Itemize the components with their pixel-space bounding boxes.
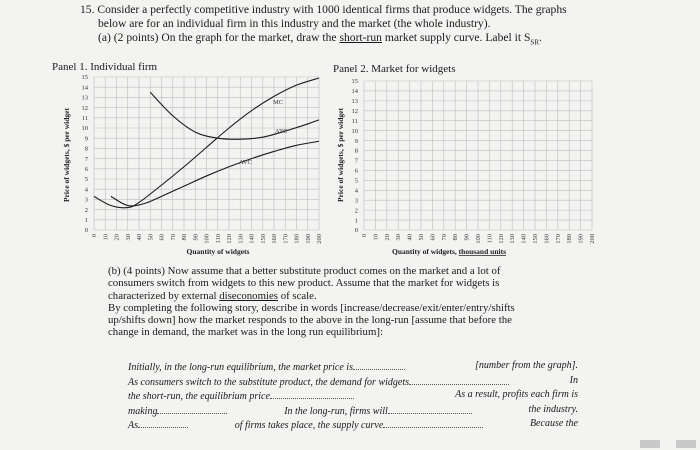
panel2-xtick-label: 150 — [532, 234, 539, 244]
question-intro-line2: below are for an individual firm in this industry and the market (the whole industry). — [98, 17, 491, 30]
panel2-chart — [352, 78, 597, 244]
panel1-xtick-label: 150 — [259, 234, 267, 244]
panel2-xtick-label: 190 — [577, 234, 585, 244]
blank-entry-exit[interactable] — [138, 418, 188, 428]
part-b-line3-prefix: characterized by external — [108, 289, 217, 302]
story-r5b: of firms takes place, the supply curve — [234, 420, 384, 431]
panel1-avc-curve — [111, 141, 319, 206]
panel2-xtick-label: 170 — [554, 234, 562, 244]
question-number: 15. — [80, 3, 95, 16]
panel2-ytick-label: 3 — [354, 197, 358, 205]
part-b-line1: (b) (4 points) Now assume that a better substitute product comes on the market and a lot of — [108, 265, 501, 277]
panel1-xtick-label: 40 — [136, 234, 143, 241]
part-b-line2: consumers switch from widgets to this new product. Assume that the market for widgets is — [108, 277, 500, 290]
panel1-ytick-label: 4 — [84, 186, 88, 194]
panel1-xtick-label: 160 — [271, 234, 278, 244]
part-b-line3 — [108, 290, 578, 302]
panel2-xtick-label: 200 — [589, 234, 596, 244]
panel2-ytick-label: 14 — [351, 88, 358, 96]
story-r5c: Because the — [529, 418, 578, 429]
story-row-4 — [128, 404, 578, 419]
blank-sr-price[interactable] — [270, 389, 354, 399]
part-a-subscript: SR — [530, 38, 539, 47]
panel1-ytick-label: 15 — [81, 74, 88, 82]
panel1-xtick-label: 0 — [91, 234, 98, 238]
story-r2b: In — [569, 374, 578, 386]
panel1-atc-curve — [150, 92, 319, 139]
panel2-xtick-label: 70 — [440, 234, 448, 241]
panel1-ytick-label: 8 — [84, 145, 88, 153]
panel1-xtick-label: 110 — [214, 234, 222, 244]
panel1-xtick-label: 20 — [113, 234, 121, 241]
fill-in-story — [128, 360, 578, 433]
panel1-ytick-label: 5 — [84, 176, 88, 184]
panel2-xtick-label: 30 — [395, 234, 403, 241]
panel2-ytick-label: 9 — [354, 137, 358, 145]
panel1-xtick-label: 90 — [192, 234, 200, 241]
panel2-xtick-label: 130 — [509, 234, 517, 244]
blank-supply-shift[interactable] — [383, 418, 483, 428]
panel1-xtick-label: 10 — [102, 234, 110, 241]
panel1-xtick-label: 190 — [304, 234, 312, 244]
panel1-xtick-label: 120 — [226, 234, 233, 244]
panel1-ytick-label: 13 — [81, 94, 88, 102]
panel2-xtick-label: 110 — [486, 234, 494, 244]
panel2-ylabel: Price of widgets, $ per widget — [336, 107, 345, 203]
panel1-ytick-label: 1 — [84, 217, 88, 224]
panel2-xlabel-underlined: thousand units — [458, 247, 506, 256]
panel2-xtick-label: 180 — [566, 234, 574, 244]
panel2-xlabel — [392, 247, 506, 256]
panel2-xtick-label: 120 — [497, 234, 505, 244]
panel2-xtick-label: 60 — [429, 234, 437, 241]
part-b-line5: up/shifts down] how the market responds to the above in the long-run [assume that before the — [108, 314, 512, 327]
panel2-xtick-label: 160 — [543, 234, 551, 244]
panel2-xtick-label: 20 — [383, 234, 391, 241]
panel1-xtick-label: 100 — [203, 234, 211, 244]
panel2-xtick-label: 140 — [520, 234, 528, 244]
atc-label: ATC — [275, 128, 288, 135]
panel1-xtick-label: 180 — [293, 234, 301, 244]
part-b-line6: change in demand, the market was in the long run equilibrium]: — [108, 326, 383, 339]
panel1-ylabel: Price of widgets, $ per widget — [62, 107, 71, 203]
panel2-ytick-label: 6 — [354, 167, 358, 175]
blank-profits[interactable] — [157, 404, 227, 414]
panel2-ytick-label: 10 — [351, 127, 358, 135]
panel2-ytick-label: 7 — [354, 157, 358, 165]
page-nav-button-left[interactable] — [640, 440, 660, 448]
panel1-xtick-label: 30 — [124, 234, 132, 241]
panel2-xtick-label: 40 — [406, 234, 414, 241]
panel1-xtick-label: 200 — [316, 234, 323, 244]
story-r3a: the short-run, the equilibrium price — [128, 391, 270, 402]
panel1-xtick-label: 70 — [169, 234, 177, 241]
panel2-ytick-label: 15 — [351, 78, 358, 86]
panel1-ytick-label: 7 — [84, 155, 88, 163]
part-b-line4: By completing the following story, describe in words [increase/decrease/exit/enter/entry/shifts — [108, 301, 515, 314]
panel2-xtick-label: 10 — [372, 234, 380, 241]
panel2-xtick-label: 90 — [463, 234, 471, 241]
panel1-xtick-label: 140 — [248, 234, 256, 244]
part-b-text — [108, 265, 578, 339]
part-a-end: . — [538, 31, 542, 44]
panel1-chart — [82, 74, 324, 244]
panel2-ytick-label: 12 — [351, 108, 358, 115]
panel1-title: Panel 1. Individual firm — [52, 61, 158, 73]
story-r3b: As a result, profits each firm is — [455, 389, 578, 400]
panel2-xlabel-prefix: Quantity of widgets, — [392, 247, 457, 256]
story-r4c: the industry. — [528, 403, 578, 415]
story-row-1 — [128, 360, 578, 375]
story-r4a: making — [128, 405, 158, 417]
panel1-ytick-label: 12 — [81, 104, 88, 112]
panel1-ytick-label: 10 — [81, 125, 88, 133]
story-r2a: As consumers switch to the substitute product, the demand for widgets — [128, 376, 410, 388]
panel1-xtick-label: 60 — [158, 234, 166, 241]
panel2-ytick-label: 1 — [354, 217, 358, 225]
part-a-suffix: market supply curve. Label it S — [384, 31, 531, 44]
panel2-ytick-label: 8 — [354, 147, 358, 155]
blank-firms-action[interactable] — [388, 404, 472, 414]
panel1-ytick-label: 9 — [84, 135, 88, 143]
story-r1b: [number from the graph]. — [475, 360, 578, 371]
story-row-3 — [128, 389, 578, 404]
part-b-line3-suffix: of scale. — [280, 289, 317, 302]
panel1-ytick-label: 14 — [81, 84, 88, 92]
mc-label: MC — [273, 99, 284, 106]
panel1-xlabel: Quantity of widgets — [186, 247, 250, 256]
panel1-ytick-label: 0 — [84, 227, 88, 235]
panel1-ytick-label: 3 — [84, 196, 88, 204]
panel1-xtick-label: 80 — [181, 234, 188, 241]
panel2-xtick-label: 100 — [475, 234, 482, 244]
story-row-2 — [128, 375, 578, 390]
part-b-line3-underlined: diseconomies — [219, 289, 278, 302]
panel1-ytick-label: 11 — [81, 115, 88, 122]
story-r5a: As — [128, 420, 138, 431]
panel2-title: Panel 2. Market for widgets — [333, 63, 456, 75]
panel2-ytick-label: 2 — [354, 207, 358, 215]
panel1-xtick-label: 130 — [237, 234, 245, 244]
story-row-5 — [128, 418, 578, 433]
panel1-xtick-label: 170 — [282, 234, 290, 244]
story-r4b: In the long-run, firms will — [284, 405, 388, 417]
part-a-prefix: (a) (2 points) On the graph for the market, draw the — [98, 31, 337, 44]
panel2-ytick-label: 4 — [354, 187, 358, 195]
panel2-ytick-label: 13 — [351, 98, 358, 106]
panel2-ytick-label: 5 — [354, 177, 358, 185]
panel2-xtick-label: 80 — [452, 234, 460, 241]
panel2-xtick-label: 50 — [418, 234, 425, 241]
panel2-ytick-label: 0 — [354, 227, 358, 235]
part-a-underlined: short-run — [339, 31, 382, 44]
page-nav-button-right[interactable] — [676, 440, 696, 448]
question-intro-line1: Consider a perfectly competitive industry with 1000 identical firms that produce widgets. The graphs — [97, 3, 567, 16]
avc-label: AVC — [239, 159, 252, 166]
panel2-xtick-label: 0 — [361, 234, 368, 238]
blank-demand[interactable] — [409, 375, 509, 385]
panel1-xtick-label: 50 — [147, 234, 155, 241]
story-r1a: Initially, in the long-run equilibrium, the market price is — [128, 362, 353, 373]
panel2-ytick-label: 11 — [351, 117, 358, 125]
panel1-ytick-label: 6 — [84, 166, 88, 173]
blank-market-price[interactable] — [353, 360, 405, 370]
panel1-ytick-label: 2 — [84, 206, 88, 214]
